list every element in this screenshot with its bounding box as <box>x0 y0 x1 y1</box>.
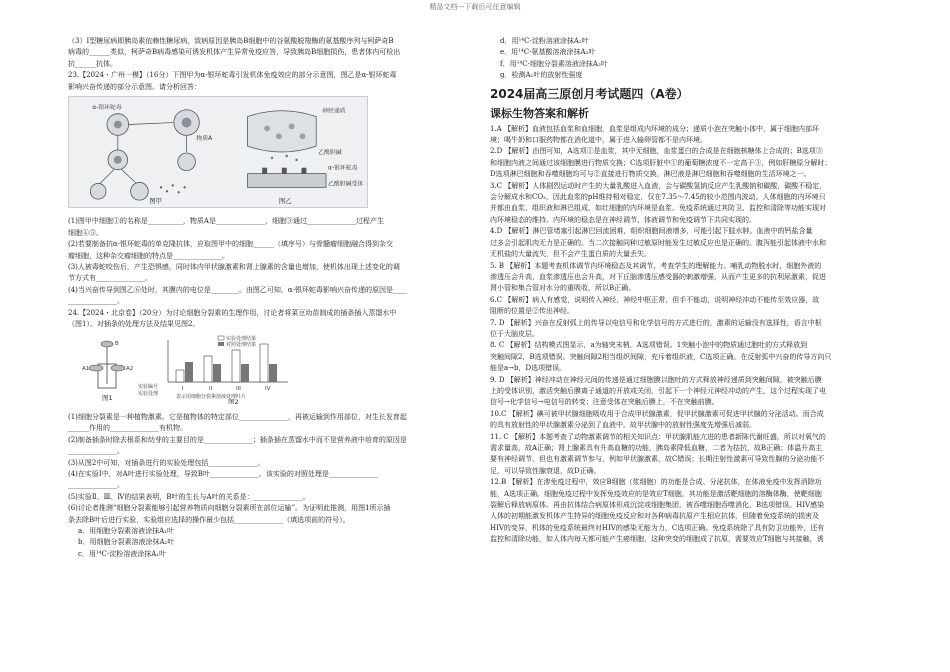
answer-line: 4.D 【解析】淋巴管堵塞引起淋巴回流困难，组织细胞间液增多，可能引起下肢水肿。血液中的钙盐含量 <box>490 227 813 236</box>
option-item: e．用¹⁴C-氨基酸溶液涂抹A₂叶 <box>500 48 596 57</box>
answer-section-title: 课标生物答案和解析 <box>490 106 589 120</box>
answer-line: 6.C 【解析】病人有感觉，说明传入神经、神经中枢正常，但手不能动，说明神经冲动不能传至效应器，故 <box>490 295 820 304</box>
text-line: (2)若要制备抗α-银环蛇毒的单克隆抗体，应取图甲中的细胞______（填序号）与骨髓瘤细胞融合得到杂交 <box>68 240 394 249</box>
chart-note: 表示用细胞分裂素溶液处理叶片 <box>176 393 247 400</box>
question-24-options-left <box>68 526 470 560</box>
text-line: ______________。 <box>68 481 124 490</box>
text-line: 细胞④⑤。 <box>68 228 103 237</box>
text-line: (1)细胞分裂素是一种植物激素。它是植物体的特定部位______________，再被运输到作用部位，对生长发育起 <box>68 412 407 421</box>
group-iv: IV <box>265 385 271 392</box>
text-line: 条去除B叶后进行实验，实验组应选择的操作最少包括______________（填选项前的符号）。 <box>68 515 350 524</box>
text-line: (6)讨论者推测“细胞分裂素能够引起营养物质向细胞分裂素所在部位运输”。为证明此推测，用图1所示插 <box>68 504 391 513</box>
leaf-a1 <box>89 365 103 371</box>
answer-line: 能是a→b，D选项错误。 <box>490 364 567 373</box>
question-23-stem <box>68 70 470 93</box>
answer-line: HIV的变异，机体的免疫系统最终对HIV的感染无能为力，C选项正确。免疫系统除了具有防卫功能外，还有 <box>490 523 825 532</box>
bar-iv-exp <box>260 344 268 382</box>
text-line: (3)从图2中可知，对插条进行的实验处理包括______________。 <box>68 458 265 467</box>
question-23-subquestions <box>68 216 470 307</box>
postsynaptic-membrane <box>247 174 326 188</box>
cell-5 <box>131 182 149 200</box>
left-column <box>68 36 470 560</box>
text-line: 23.【2024・广州一模】（16分）下图甲为α-银环蛇毒引发机体免疫效应的部分示意图，图乙是α-银环蛇毒 <box>68 71 397 80</box>
bar-iv-ctrl <box>269 364 277 382</box>
legend-ctrl: 对照处理结果 <box>226 341 257 348</box>
answer-line: 位于大脑皮层。 <box>490 329 539 338</box>
answer-line: 会分解成水和CO₂，因此血浆的pH维持相对稳定，仅在7.35～7.45的较小范围内波动。人体细胞的内环境只 <box>490 193 826 202</box>
group-i: I <box>182 385 184 392</box>
text-line: 影响兴奋传递的部分示意图。请分析回答： <box>68 82 201 91</box>
figure-1-svg <box>68 96 368 208</box>
label-b: B <box>115 340 119 347</box>
answer-line: 内环境稳态的维持。内环境的稳态是在神经调节、体液调节和免疫调节下共同实现的。 <box>490 215 756 224</box>
cell-2-nucleus <box>182 118 192 128</box>
text-line: ______________。 <box>68 447 124 456</box>
answer-line: 阻断的位置是②传出神经。 <box>490 307 574 316</box>
option-item: a．用细胞分裂素溶液涂抹A₁叶 <box>78 526 175 535</box>
bar-i-ctrl <box>185 362 193 382</box>
exam-title: 2024届高三原创月考试题四（A卷） <box>490 86 689 101</box>
figure-immune-and-synapse <box>68 96 470 212</box>
question-24-options-right <box>490 36 900 82</box>
question-22-continued <box>68 36 470 70</box>
question-24-subquestions <box>68 412 470 526</box>
legend-exp: 实验处理结果 <box>226 335 257 342</box>
answer-line: 1.A 【解析】血液包括血浆和血细胞，血浆是组成内环境的成分；递质小泡在突触小体中，属于细胞内部环 <box>490 124 819 133</box>
text-line: 瘤细胞，这种杂交瘤细胞的特点是______________。 <box>68 251 229 260</box>
text-line: (1)图甲中细胞①的名称是__________，物质A是______________，细胞③通过______________过程产生 <box>68 217 384 226</box>
answer-line: 和细胞内液之间通过该细胞膜进行物质交换；C选项肝脏中①的葡萄糖浓度不一定高于③，例如肝糖原分解时； <box>490 158 832 167</box>
caption-fig-2: 图2 <box>228 397 239 404</box>
answer-line: 上的受体识别，激活突触后膜离子通道的开放或关闭，引起下一个神经元神经冲动的产生，这个过程实现了电 <box>490 386 826 395</box>
text-line: (3)人被毒蛇咬伤后，产生恐惧感，同时体内甲状腺激素和肾上腺素的含量也增加，使机体出现上述变化的调 <box>68 263 400 272</box>
label-exp-number: 实验编号 <box>138 383 159 390</box>
answer-line: 人体的初期能激发机体产生特异的细胞免疫反应和对各种病毒抗原产生相应抗体，但随着免疫系统的损害及 <box>490 512 819 521</box>
right-column <box>490 36 900 546</box>
question-24-stem <box>68 308 470 331</box>
label-venom-2: α-银环蛇毒 <box>328 165 358 172</box>
text-line: 抗______抗体。 <box>68 59 117 68</box>
caption-fig-1: 图1 <box>102 393 113 402</box>
figure-2-svg <box>68 334 368 404</box>
text-line: ______________。 <box>68 297 124 306</box>
answer-line: 5. B 【解析】本题考查机体调节内环境稳态及其调节，考查学生的理解能力。哺乳动物脱水时，细胞外液的 <box>490 261 822 270</box>
text-line: （图1）。对插条的处理方法及结果见图2。 <box>68 320 200 329</box>
answer-line: 监控和清除功能，如人体内每天都可能产生癌细胞，这种突变的细胞成了抗原，需要效应T细胞与其接触，诱 <box>490 535 824 544</box>
answer-line: 能，A选项正确。细胞免疫过程中发挥免疫效应的是效应T细胞，其功能是激活靶细胞的溶酶体酶，使靶细胞 <box>490 489 822 498</box>
answer-line: 2.D 【解析】由图可知，A选项①是血浆，其中无细胞，血浆蛋白的合成是在细胞核糖体上合成的；B选项③ <box>490 147 823 156</box>
label-venom: α-银环蛇毒 <box>92 104 122 111</box>
bar-ii-exp <box>204 356 212 382</box>
answer-line: 要有神经调节，但也有激素调节参与，例如甲状腺激素，故C错误；长期注射性激素可导致性腺的分泌功能不 <box>490 455 825 464</box>
text-line: (4)在实验Ⅰ中，对A叶进行实验处理，导致B叶______________。该实验的对照处理是______________ <box>68 469 378 478</box>
answer-line: 足，可以导致性腺衰退，故D正确。 <box>490 466 601 475</box>
answer-line: 9. D 【解析】神经冲动在神经元间的传递是通过细胞膜以胞吐的方式释放神经递质到突触间隙，被突触后膜 <box>490 375 822 384</box>
text-line: (4)当兴奋传导到图乙⑥处时，其膜内的电位是________。由图乙可知，α-银环蛇毒影响兴奋传递的原因是____ <box>68 285 408 294</box>
text-line: 节方式有______________。 <box>68 274 152 283</box>
text-line: 病毒的______类似，柯萨奇B病毒感染可诱发机体产生异常免疫应答，导致胰岛B细胞损伤，患者体内可检出 <box>68 48 401 57</box>
option-item: d．用¹⁴C-淀粉溶液涂抹A₂叶 <box>500 37 589 45</box>
answer-line: 需求量高，故A正确；肾上腺素具有升高血糖的功能，胰岛素降低血糖，二者为拮抗，故B正确；体温升高主 <box>490 444 823 452</box>
answer-line: 8. C 【解析】结构模式图显示，a为轴突末梢，A选项错误。1突触小泡中的物质通过胞吐的方式释放到 <box>490 341 808 350</box>
answer-line: 并都由血浆、组织液和淋巴组成，如红细胞的内环境是血浆。免疫系统通过其防卫、监控和清除等功能实现对 <box>490 204 826 213</box>
bar-i-exp <box>176 370 184 382</box>
group-ii: II <box>209 385 213 392</box>
text-line: (2)制备插条时除去根系和幼芽的主要目的是______________；插条插在蒸馏水中而不是营养液中培育的原因是 <box>68 435 407 444</box>
answer-explanations <box>490 124 900 546</box>
label-a1: A1 <box>82 365 90 372</box>
answer-line: 11. C 【解析】本题考查了动物激素调节的相关知识点：甲状腺肌能亢进的患者新陈代谢旺盛，所以对氧气的 <box>490 432 826 441</box>
answer-line: 境；喝牛奶和口服药物都在消化道中，属于进入输卵管都不是内环境。 <box>490 136 707 145</box>
answer-line: 突触间隙2，B选项错误。突触间隙2相当组织间隙，充斥着组织液，C选项正确。在反射弧中兴奋的传导方向只 <box>490 352 832 361</box>
text-line: （3）Ⅰ型糖尿病即胰岛素依赖性糖尿病，致病原因是胰岛B细胞中的谷氨酸脱羧酶的氨基酸序列与柯萨奇B <box>68 37 394 45</box>
option-item: f．用¹⁴C-细胞分裂素溶液涂抹A₂叶 <box>500 59 608 68</box>
answer-line: 裂解后释放病原体。再由抗体结合病原体形成沉淀或细胞集团，被吞噬细胞吞噬消化，B选项错误。HIV感染 <box>490 501 825 510</box>
text-line: 24.【2024・北京卷】（20分）为讨论细胞分裂素的生理作用，讨论者将菜豆幼苗制成的插条插入蒸馏水中 <box>68 308 397 317</box>
label-acetylcholine: 乙酰胆碱 <box>318 149 342 156</box>
answer-line: D选项淋巴细胞和吞噬细胞均可与②直接进行物质交换，淋巴液是淋巴细胞和吞噬细胞的生活环境之一。 <box>490 170 811 179</box>
caption-fig-a: 图甲 <box>149 197 163 206</box>
label-receptor: 乙酰胆碱受体 <box>328 181 364 188</box>
option-item: g．检测A₁叶的放射性强度 <box>500 71 583 80</box>
bar-ii-ctrl <box>213 364 221 382</box>
answer-line: 7. D 【解析】兴奋在反射弧上的传导以电信号和化学信号的方式进行的，激素的运输没有选择性，语言中枢 <box>490 318 822 327</box>
option-item: c．用¹⁴C-淀粉溶液涂抹A₁叶 <box>78 549 167 558</box>
bar-iii-ctrl <box>241 364 249 382</box>
bar-iii-exp <box>232 350 240 382</box>
cell-1-nucleus <box>114 121 122 129</box>
answer-line: 肾小管和集合管对水分的重吸收，所以B正确。 <box>490 284 636 293</box>
cell-6 <box>178 153 196 171</box>
group-iii: III <box>236 385 241 392</box>
label-a2: A2 <box>126 365 134 372</box>
cell-4 <box>90 183 106 199</box>
answer-line: 12.B 【解析】在渗免疫过程中，效应B细胞（浆细胞）的功能是合成、分泌抗体，在体液免疫中发挥消除功 <box>490 478 822 487</box>
label-treatment: 实验处理 <box>138 390 159 397</box>
label-neurotransmitter: 神经递质 <box>322 108 346 115</box>
leaf-a2 <box>111 365 125 371</box>
cell-3-nucleus <box>114 156 122 164</box>
presynaptic-terminal <box>247 111 316 152</box>
legend-swatch-exp <box>218 336 224 340</box>
answer-line: 10.C 【解析】碘可被甲状腺细胞吸收用于合成甲状腺激素，促甲状腺激素可促进甲状腺的分泌活动。而合成 <box>490 409 824 418</box>
text-line: ______作用的______________有机物。 <box>68 424 187 433</box>
option-item: b．用细胞分裂素溶液涂抹A₂叶 <box>78 538 175 547</box>
caption-fig-b: 图乙 <box>278 197 292 206</box>
answer-line: 信号→化学信号→电信号的转变；注意受体在突触后膜上，不在突触前膜。 <box>490 398 719 407</box>
legend-swatch-ctrl <box>218 342 224 346</box>
answer-line: 过多会引起肌肉无力是正确的。当二次接触同种过敏原时能发生过敏反应也是正确的。腹泻能引起体液中水和 <box>490 238 826 247</box>
answer-line: 渗透压会升高，血浆渗透压也会升高，对下丘脑渗透压感受器的刺激增强，从而产生更多的抗利尿激素，促进 <box>490 272 826 281</box>
answer-line: 的具有放射性的甲状腺激素分泌到了血液中。故甲状腺中的放射性强度先增强后减弱。 <box>490 421 756 430</box>
page-header: 精品文档---下载后可任意编辑 <box>429 3 521 11</box>
answer-line: 无机盐的大量流失，但不会产生蛋白质的大量丢失。 <box>490 250 651 259</box>
answer-line: 3.C 【解析】人体剧烈运动时产生的大量乳酸进入血液，会与碳酸氢钠反应产生乳酸钠和碳酸，碳酸不稳定， <box>490 181 827 190</box>
leaf-b <box>101 341 113 347</box>
text-line: (5)实验Ⅱ、Ⅲ、Ⅳ的结果表明，B叶的生长与A叶的关系是：______________。 <box>68 492 310 501</box>
figure-cytokinin-experiment <box>68 334 470 408</box>
label-substance-a: 物质A <box>196 136 213 143</box>
